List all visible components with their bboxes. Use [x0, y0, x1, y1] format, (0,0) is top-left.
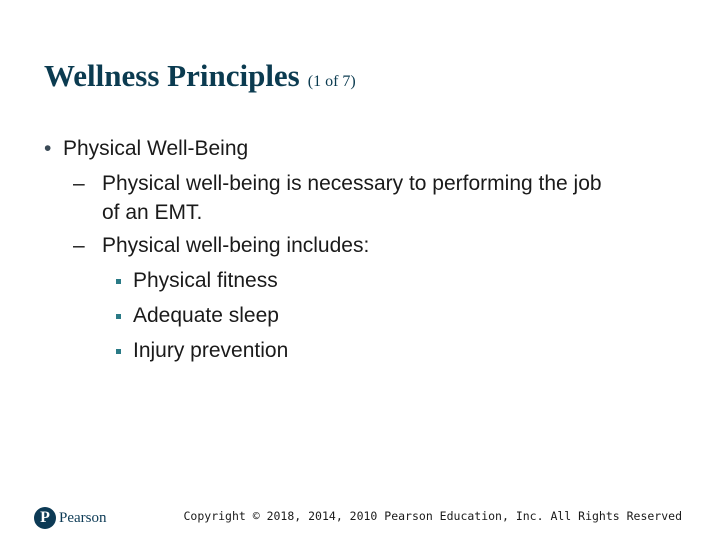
- bullet-level3-text: Physical fitness: [133, 269, 278, 292]
- logo-letter: P: [40, 509, 50, 526]
- bullet-level2-text: Physical well-being is necessary to performing the job: [102, 172, 602, 195]
- title-main: Wellness Principles: [44, 58, 300, 93]
- dash-marker: –: [73, 234, 85, 257]
- bullet-level3-text: Injury prevention: [133, 339, 289, 362]
- pearson-logo-icon: [34, 507, 56, 529]
- slide-title: [44, 58, 356, 94]
- logo-wordmark: Pearson: [59, 509, 107, 526]
- title-page-indicator: (1 of 7): [307, 73, 356, 90]
- bullet-level3-text: Adequate sleep: [133, 304, 279, 327]
- square-bullet-icon: [116, 279, 121, 284]
- bullet-marker: •: [44, 137, 52, 160]
- bullet-level2-text: Physical well-being includes:: [102, 234, 370, 257]
- copyright-notice: Copyright © 2018, 2014, 2010 Pearson Education, Inc. All Rights Reserved: [183, 509, 682, 523]
- pearson-logo: [34, 506, 107, 530]
- dash-marker: –: [73, 172, 85, 195]
- square-bullet-icon: [116, 349, 121, 354]
- bullet-level2-text-continued: of an EMT.: [102, 201, 203, 224]
- bullet-level1-text: Physical Well-Being: [63, 137, 249, 160]
- square-bullet-icon: [116, 314, 121, 319]
